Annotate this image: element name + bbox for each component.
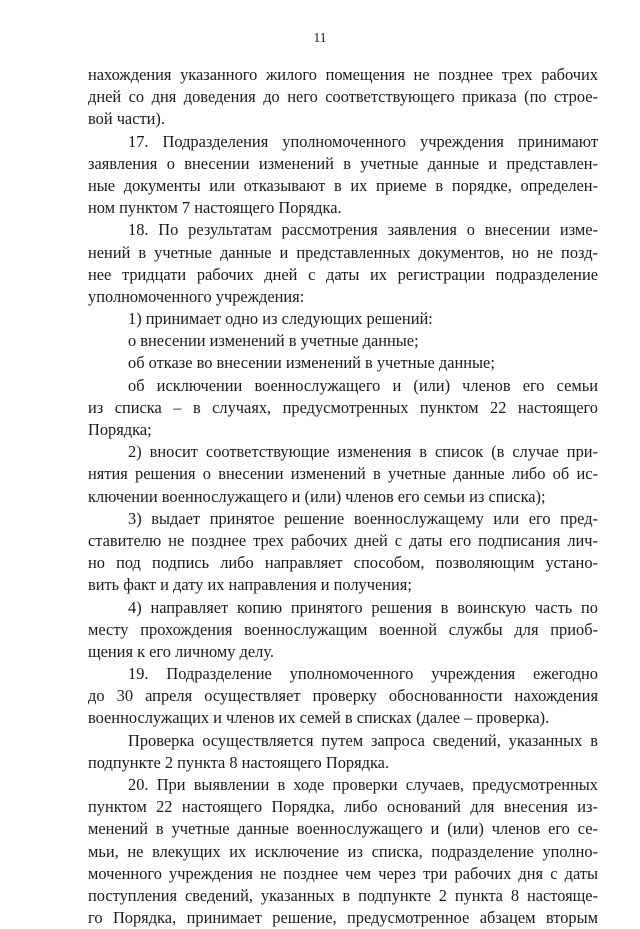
- text-line: нахождения указанного жилого помещения не позднее трех рабочих: [88, 65, 598, 84]
- text-line: уполномоченного учреждения:: [88, 286, 305, 306]
- text-line: поступления сведений, указанных в подпункте 2 пункта 8 настояще-: [88, 885, 598, 905]
- text-line: 20. При выявлении в ходе проверки случаев, предусмотренных: [128, 775, 598, 794]
- text-line: 3) выдает принятое решение военнослужащему или его пред-: [128, 508, 598, 528]
- text-line: из списка – в случаях, предусмотренных пунктом 22 настоящего: [88, 397, 598, 417]
- text-line: но под подпись либо направляет способом, позволяющим устано-: [88, 553, 598, 573]
- text-line: нее тридцати рабочих дней с даты их регистрации подразделение: [88, 264, 598, 284]
- page-number: 11: [313, 30, 327, 45]
- text-line: мьи, не влекущих их исключение из списка, подразделение уполно-: [88, 841, 598, 861]
- text-line: 4) направляет копию принятого решения в воинскую часть по: [128, 597, 598, 617]
- text-line: Проверка осуществляется путем запроса сведений, указанных в: [128, 730, 598, 750]
- text-line: ставителю не позднее трех рабочих дней с даты его подписания лич-: [88, 530, 598, 550]
- text-line: 1) принимает одно из следующих решений:: [128, 309, 433, 329]
- text-line: военнослужащих и членов их семей в списках (далее – проверка).: [88, 708, 550, 728]
- text-line: щения к его личному делу.: [88, 641, 274, 661]
- text-line: менений в учетные данные военнослужащего и (или) членов его се-: [88, 819, 598, 839]
- text-line: о внесении изменений в учетные данные;: [128, 331, 419, 351]
- text-line: месту прохождения военнослужащим военной службы для приоб-: [88, 619, 598, 639]
- text-line: ключении военнослужащего и (или) членов его семьи из списка);: [88, 486, 546, 506]
- text-line: нений в учетные данные и представленных документов, но не позд-: [88, 242, 598, 262]
- text-line: вой части).: [88, 109, 165, 129]
- text-line: 17. Подразделения уполномоченного учреждения принимают: [128, 131, 598, 151]
- text-line: до 30 апреля осуществляет проверку обоснованности нахождения: [88, 686, 598, 706]
- text-line: Порядка;: [88, 420, 152, 439]
- text-line: ном пунктом 7 настоящего Порядка.: [88, 198, 342, 218]
- text-line: моченного учреждения не позднее чем через три рабочих дня с даты: [88, 863, 598, 883]
- text-line: го Порядка, принимает решение, предусмотренное абзацем вторым: [88, 908, 598, 928]
- text-line: пунктом 22 настоящего Порядка, либо оснований для внесения из-: [88, 797, 598, 817]
- text-line: подпункте 2 пункта 8 настоящего Порядка.: [88, 752, 390, 772]
- text-line: заявления о внесении изменений в учетные данные и представлен-: [88, 153, 598, 173]
- text-line: об исключении военнослужащего и (или) членов его семьи: [128, 375, 598, 395]
- document-body: [88, 64, 598, 929]
- text-line: 2) вносит соответствующие изменения в список (в случае при-: [128, 442, 598, 462]
- text-line: 19. Подразделение уполномоченного учреждения ежегодно: [128, 664, 598, 684]
- text-line: об отказе во внесении изменений в учетные данные;: [128, 353, 495, 373]
- text-line: 18. По результатам рассмотрения заявления о внесении изме-: [128, 220, 598, 240]
- text-line: нятия решения о внесении изменений в учетные данные либо об ис-: [88, 464, 598, 484]
- text-line: вить факт и дату их направления и получения;: [88, 575, 412, 595]
- text-line: дней со дня доведения до него соответствующего приказа (по строе-: [88, 87, 598, 107]
- text-line: ные документы или отказывают в их приеме в порядке, определен-: [88, 175, 598, 195]
